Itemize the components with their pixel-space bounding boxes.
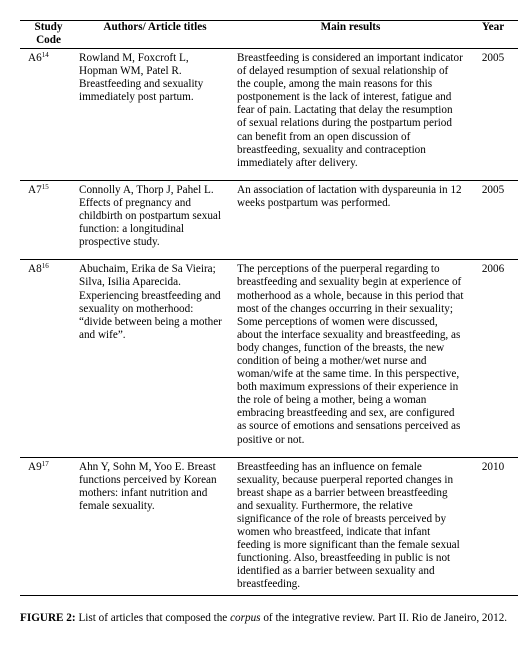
reference-number: 15 (41, 182, 49, 191)
study-code-cell (20, 457, 77, 595)
table-header (20, 21, 518, 49)
table-row (20, 457, 518, 595)
header-main-results: Main results (233, 21, 468, 49)
study-code-cell (20, 49, 77, 181)
year-cell: 2005 (481, 52, 505, 64)
figure-page (20, 20, 518, 625)
year-cell: 2010 (468, 457, 518, 595)
caption-text-after: of the integrative review. Part II. Rio de Janeiro, 2012. (260, 611, 508, 624)
study-code: A6 (28, 52, 42, 64)
results-cell: The perceptions of the puerperal regarding to breastfeeding and sexuality begin at experience of motherhood as a whole, because in this period that most of the changes occurring in their sexuality; Some perceptions of women were discussed, about the interface sexuality and breastfeeding, as body changes, function of the breasts, the new condition of being a mother/wet nurse and woman/wife at the same time. In this perspective, both maximum expressions of their experience in the role of being a mother, being a woman embracing breastfeeding and sex, are configured as source of emotions and sensations perceived as positive or not. (233, 260, 468, 457)
header-year: Year (468, 21, 518, 49)
authors-cell: Connolly A, Thorp J, Pahel L. Effects of pregnancy and childbirth on postpartum sexual function: a longitudinal prospective study. (77, 180, 233, 259)
caption-italic-term: corpus (230, 611, 261, 624)
results-cell: Breastfeeding is considered an important indicator of delayed resumption of sexual relationship of the couple, among the main reasons for this postponement is the lack of interest, fatigue and fear of pain. Lactating that delay the resumption of sexual relations during the postpartum period can benefit from an open discussion of breastfeeding, sexuality and contraception immediately after delivery. (237, 52, 463, 169)
table-row (20, 180, 518, 259)
study-code: A8 (28, 263, 42, 276)
header-authors: Authors/ Article titles (77, 21, 233, 49)
table-row (20, 260, 518, 457)
reference-number: 14 (41, 51, 49, 59)
reference-number: 16 (41, 262, 49, 271)
caption-label: FIGURE 2: (20, 611, 76, 624)
caption-text-before: List of articles that composed the (75, 611, 231, 624)
results-cell: Breastfeeding has an influence on female sexuality, because puerperal reported changes in breast shape as a barrier between breastfeeding and sexuality. Furthermore, the relative significance of the role of breasts perceived by women who breastfeed, indicate that infant feeding is more significant than the female sexual functioning. Also, breastfeeding in public is not identified as a barrier between sexuality and breastfeeding. (233, 457, 468, 595)
results-cell: An association of lactation with dyspareunia in 12 weeks postpartum was performed. (233, 180, 468, 259)
study-code: A7 (28, 183, 42, 196)
table-row (20, 49, 518, 181)
year-cell: 2006 (468, 260, 518, 457)
authors-cell: Abuchaim, Erika de Sa Vieira; Silva, Isilia Aparecida. Experiencing breastfeeding and sexuality on motherhood: “divide between being a mother and wife”. (77, 260, 233, 457)
authors-cell: Rowland M, Foxcroft L, Hopman WM, Patel R. Breastfeeding and sexuality immediately post partum. (79, 52, 204, 104)
year-cell: 2005 (468, 180, 518, 259)
study-code: A9 (28, 460, 42, 473)
study-code-cell (20, 180, 77, 259)
authors-cell: Ahn Y, Sohn M, Yoo E. Breast functions perceived by Korean mothers: infant nutrition and female sexuality. (77, 457, 233, 595)
reference-number: 17 (41, 459, 49, 468)
header-study-code: Study Code (20, 21, 77, 49)
figure-caption (20, 612, 518, 625)
articles-table (20, 20, 518, 596)
table-body (20, 49, 518, 596)
study-code-cell (20, 260, 77, 457)
